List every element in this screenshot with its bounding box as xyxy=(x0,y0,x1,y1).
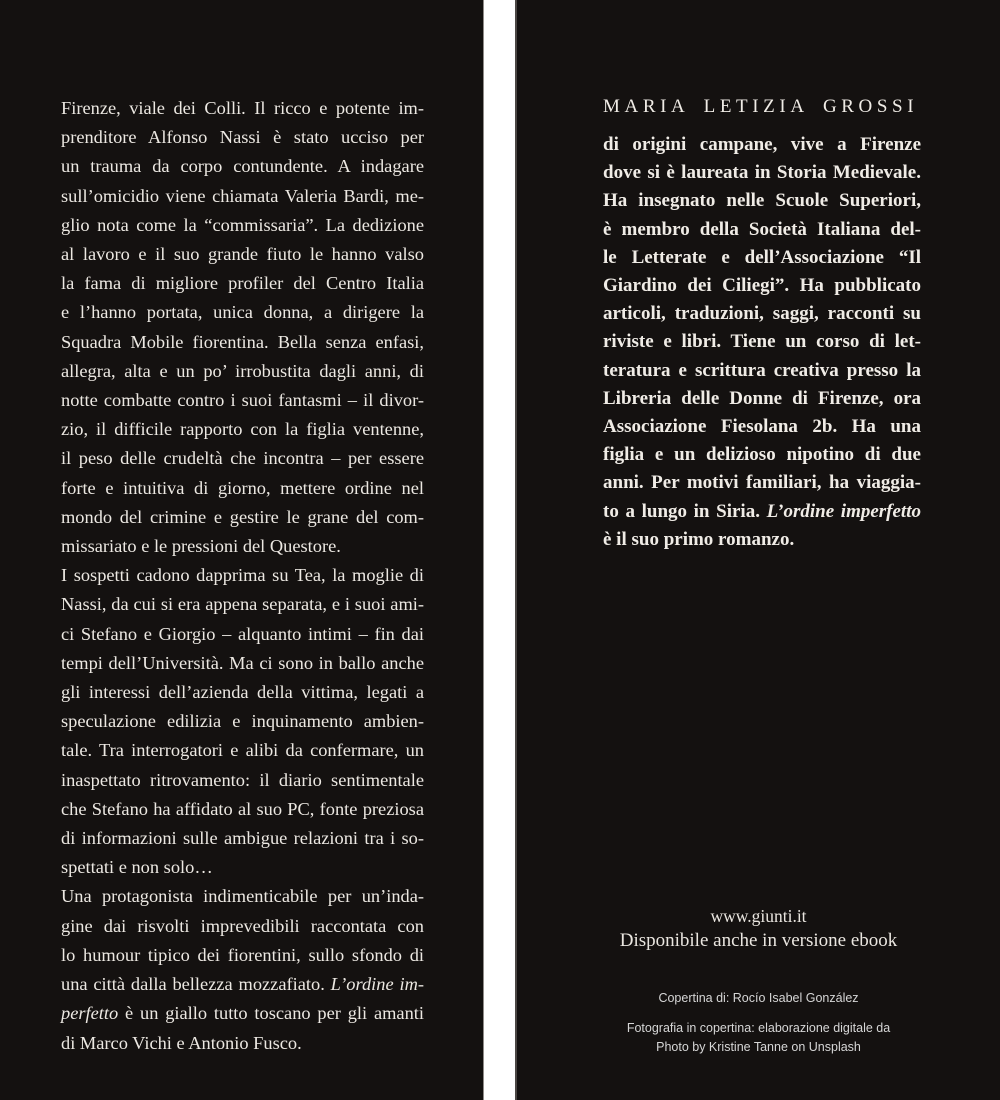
text-line: missariato e le pressioni del Questore. xyxy=(61,536,341,557)
publisher-website: www.giunti.it xyxy=(710,906,807,926)
text-line: dove si è laureata in Storia Medievale. xyxy=(603,162,921,184)
text-line: Nassi, da cui si era appena separata, e i suoi ami- xyxy=(61,594,424,615)
spine-gutter xyxy=(483,0,517,1100)
text-line: glio nota come la “commissaria”. La dedizione xyxy=(61,214,424,235)
text-line: perfetto è un giallo tutto toscano per gli amanti xyxy=(61,1003,424,1024)
text-line: che Stefano ha affidato al suo PC, fonte preziosa xyxy=(61,798,424,819)
cover-designer-credit: Copertina di: Rocío Isabel González xyxy=(658,991,859,1005)
text-line: le Letterate e dell’Associazione “Il xyxy=(603,246,921,268)
text-line: notte combatte contro i suoi fantasmi – il divor- xyxy=(61,390,424,411)
text-line: to a lungo in Siria. L’ordine imperfetto xyxy=(603,500,921,522)
text-line: allegra, alta e un po’ irrobustita dagli anni, di xyxy=(61,360,424,381)
synopsis-text xyxy=(61,94,424,1058)
text-line: di origini campane, vive a Firenze xyxy=(603,134,921,155)
ebook-availability-note: Disponibile anche in versione ebook xyxy=(619,930,898,951)
text-line: di Marco Vichi e Antonio Fusco. xyxy=(61,1032,302,1053)
text-line: riviste e libri. Tiene un corso di let- xyxy=(603,331,921,353)
text-line: forte e intuitiva di giorno, mettere ordine nel xyxy=(61,477,424,498)
text-line: Firenze, viale dei Colli. Il ricco e potente im- xyxy=(61,98,424,118)
text-line: speculazione edilizia e inquinamento ambien- xyxy=(61,711,424,732)
text-line: spettati e non solo… xyxy=(61,857,213,878)
text-line: gli interessi dell’azienda della vittima, legati a xyxy=(61,682,424,703)
text-line: anni. Per motivi familiari, ha viaggia- xyxy=(603,472,921,494)
cover-photo-credit-line2: Photo by Kristine Tanne on Unsplash xyxy=(656,1040,861,1054)
text-line: teratura e scrittura creativa presso la xyxy=(603,359,921,381)
author-bio-text xyxy=(603,131,921,554)
text-line: prenditore Alfonso Nassi è stato ucciso per xyxy=(61,127,424,148)
text-line: I sospetti cadono dapprima su Tea, la moglie di xyxy=(61,565,424,586)
text-line: gine dai risvolti imprevedibili raccontata con xyxy=(61,915,424,936)
text-line: ci Stefano e Giorgio – alquanto intimi – fin dai xyxy=(61,623,424,644)
text-line: la fama di migliore profiler del Centro Italia xyxy=(61,273,424,294)
text-line: Squadra Mobile fiorentina. Bella senza enfasi, xyxy=(61,331,424,352)
text-line: Giardino dei Ciliegi”. Ha pubblicato xyxy=(603,275,921,297)
text-line: sull’omicidio viene chiamata Valeria Bardi, me- xyxy=(61,185,424,206)
text-line: è membro della Società Italiana del- xyxy=(603,218,921,240)
text-line: di informazioni sulle ambigue relazioni tra i so- xyxy=(61,828,424,849)
cover-photo-credit-line1: Fotografia in copertina: elaborazione digitale da xyxy=(626,1021,891,1035)
text-line: tale. Tra interrogatori e alibi da confermare, un xyxy=(61,740,424,761)
text-line: Ha insegnato nelle Scuole Superiori, xyxy=(603,190,921,212)
text-line: mondo del crimine e gestire le grane del com- xyxy=(61,506,424,527)
text-line: Associazione Fiesolana 2b. Ha una xyxy=(603,416,921,438)
text-line: è il suo primo romanzo. xyxy=(603,528,795,550)
text-line: e l’hanno portata, unica donna, a dirigere la xyxy=(61,302,424,323)
text-line: zio, il difficile rapporto con la figlia ventenne, xyxy=(61,419,424,440)
text-line: lo humour tipico dei fiorentini, sullo sfondo di xyxy=(61,944,424,965)
text-line: inaspettato ritrovamento: il diario sentimentale xyxy=(61,769,424,790)
text-line: Libreria delle Donne di Firenze, ora xyxy=(603,387,921,409)
text-line: articoli, traduzioni, saggi, racconti su xyxy=(603,303,921,325)
text-line: al lavoro e il suo grande fiuto le hanno valso xyxy=(61,244,424,265)
text-line: una città dalla bellezza mozzafiato. L’ordine im- xyxy=(61,974,424,995)
text-line: il peso delle crudeltà che incontra – per essere xyxy=(61,448,424,469)
text-line: un trauma da corpo contundente. A indagare xyxy=(61,156,424,177)
text-line: tempi dell’Università. Ma ci sono in ballo anche xyxy=(61,652,424,673)
author-name-heading: MARIA LETIZIA GROSSI xyxy=(603,96,919,117)
text-line: Una protagonista indimenticabile per un’inda- xyxy=(61,886,424,907)
text-line: figlia e un delizioso nipotino di due xyxy=(603,444,921,466)
